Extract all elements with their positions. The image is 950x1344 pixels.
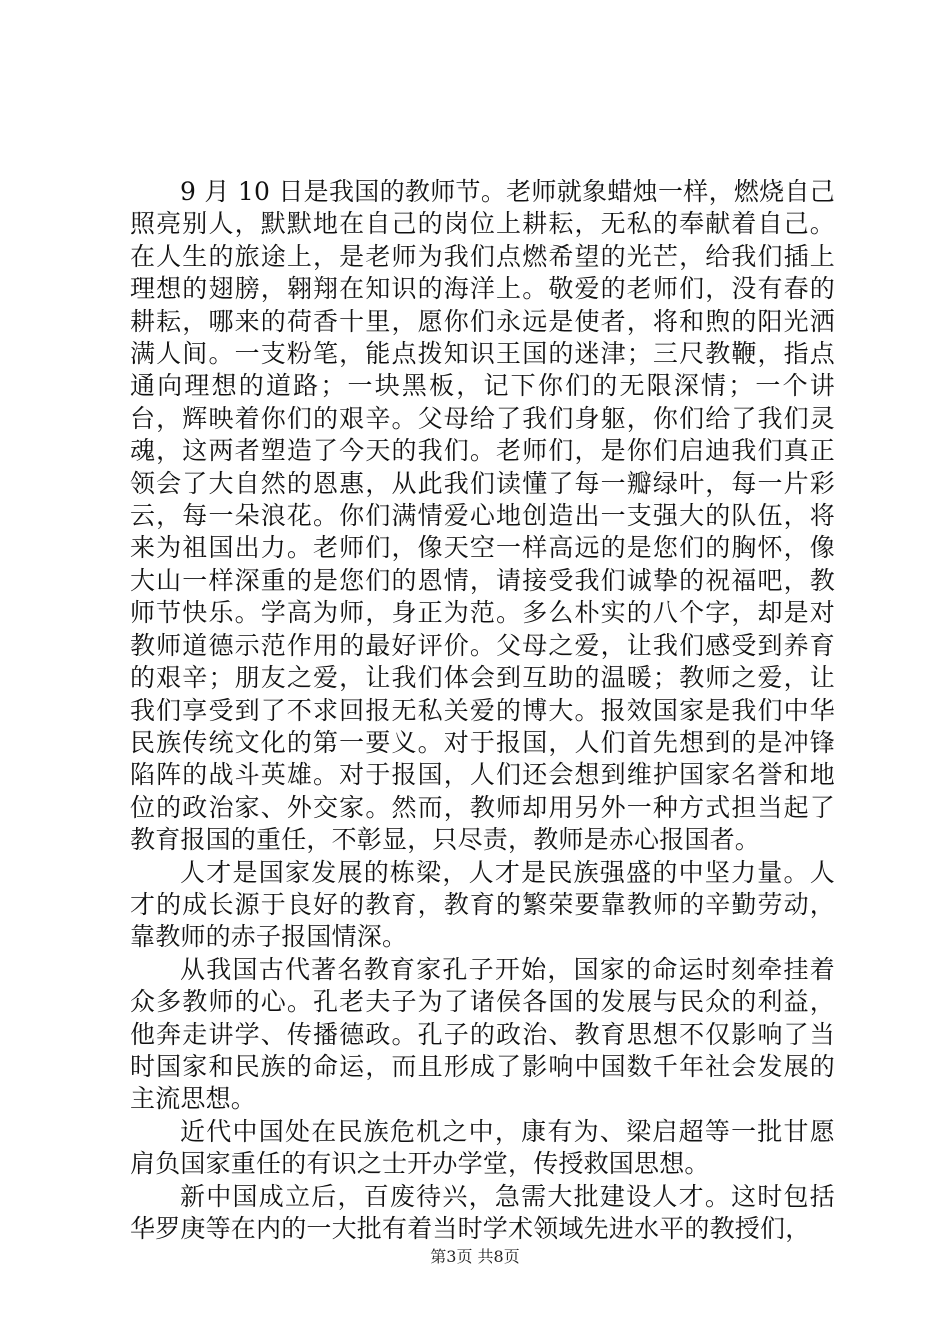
body-text	[130, 176, 835, 1245]
page-number-footer: 第3页 共8页	[430, 1247, 520, 1266]
paragraph-3: 从我国古代著名教育家孔子开始，国家的命运时刻牵挂着众多教师的心。孔老夫子为了诸侯各国的发展与民众的利益，他奔走讲学、传播德政。孔子的政治、教育思想不仅影响了当时国家和民族的命运，而且形成了影响中国数千年社会发展的主流思想。	[130, 954, 835, 1114]
paragraph-2: 人才是国家发展的栋梁，人才是民族强盛的中坚力量。人才的成长源于良好的教育，教育的繁荣要靠教师的辛勤劳动，靠教师的赤子报国情深。	[130, 857, 835, 952]
paragraph-5: 新中国成立后，百废待兴，急需大批建设人才。这时包括华罗庚等在内的一大批有着当时学术领域先进水平的教授们，	[130, 1181, 835, 1243]
paragraph-1: 9 月 10 日是我国的教师节。老师就象蜡烛一样，燃烧自己照亮别人，默默地在自己的岗位上耕耘，无私的奉献着自己。在人生的旅途上，是老师为我们点燃希望的光芒，给我们插上理想的翅膀，翱翔在知识的海洋上。敬爱的老师们，没有春的耕耘，哪来的荷香十里，愿你们永远是使者，将和煦的阳光洒满人间。一支粉笔，能点拨知识王国的迷津；三尺教鞭，指点通向理想的道路；一块黑板，记下你们的无限深情；一个讲台，辉映着你们的艰辛。父母给了我们身躯，你们给了我们灵魂，这两者塑造了今天的我们。老师们，是你们启迪我们真正领会了大自然的恩惠，从此我们读懂了每一瓣绿叶，每一片彩云，每一朵浪花。你们满情爱心地创造出一支强大的队伍，将来为祖国出力。老师们，像天空一样高远的是您们的胸怀，像大山一样深重的是您们的恩情，请接受我们诚挚的祝福吧，教师节快乐。学高为师，身正为范。多么朴实的八个字，却是对教师道德示范作用的最好评价。父母之爱，让我们感受到养育的艰辛；朋友之爱，让我们体会到互助的温暖；教师之爱，让我们享受到了不求回报无私关爱的博大。报效国家是我们中华民族传统文化的第一要义。对于报国，人们首先想到的是冲锋陷阵的战斗英雄。对于报国，人们还会想到维护国家名誉和地位的政治家、外交家。然而，教师却用另外一种方式担当起了教育报国的重任，不彰显，只尽责，教师是赤心报国者。	[130, 177, 835, 855]
paragraph-4: 近代中国处在民族危机之中，康有为、梁启超等一批甘愿肩负国家重任的有识之士开办学堂，传授救国思想。	[130, 1116, 835, 1179]
